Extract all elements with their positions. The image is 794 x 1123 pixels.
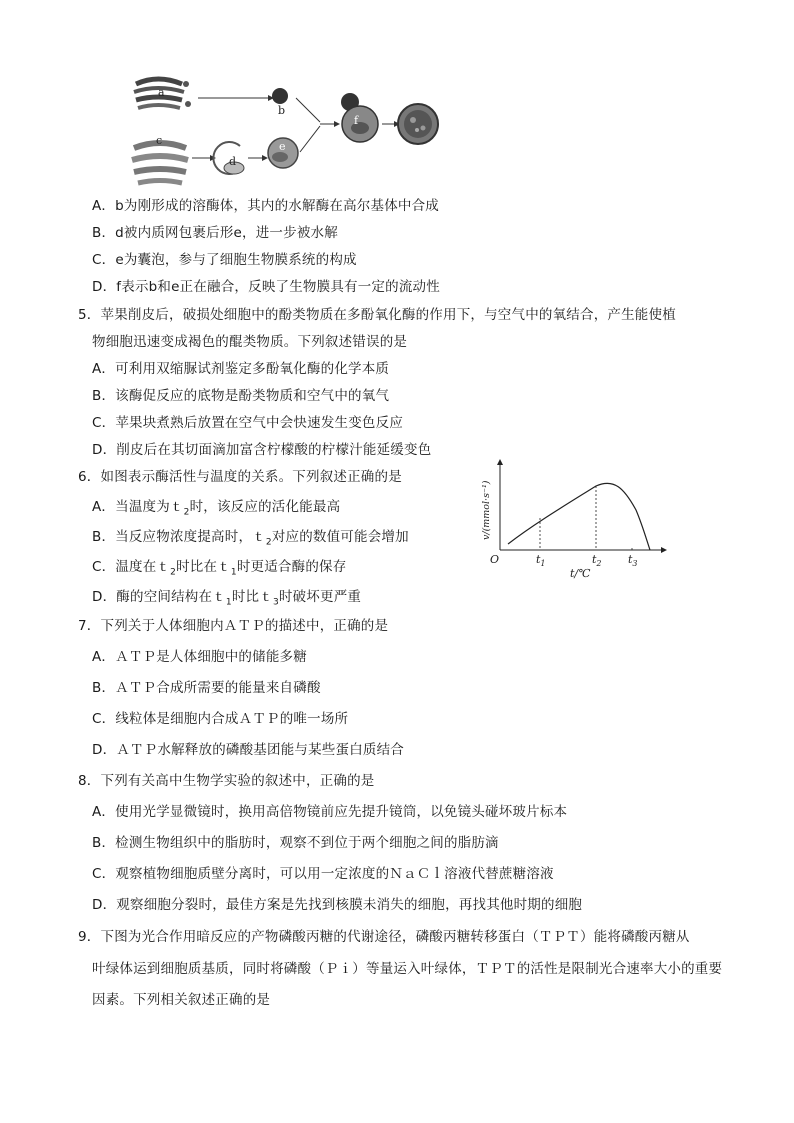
q4-option-a: A．b为刚形成的溶酶体，其内的水解酶在高尔基体中合成 [92,198,440,214]
q6-c-sub2: 1 [230,567,237,578]
q6-a-part2: 时，该反应的活化能最高 [189,499,341,515]
q6-d-sub2: 3 [272,597,279,608]
q5-option-b: B．该酶促反应的底物是酚类物质和空气中的氧气 [92,388,390,404]
q9-stem-line1: 9．下图为光合作用暗反应的产物磷酸丙糖的代谢途径，磷酸丙糖转移蛋白（ＴＰＴ）能将磷酸丙糖从 [78,929,690,945]
enzyme-temperature-chart [474,452,674,584]
q6-c-sub1: 2 [170,567,177,578]
q7-option-d: D．ＡＴＰ水解释放的磷酸基团能与某些蛋白质结合 [92,742,404,758]
q6-d-sub1: 1 [225,597,232,608]
q8-stem: 8．下列有关高中生物学实验的叙述中，正确的是 [78,773,375,789]
q8-option-a: A．使用光学显微镜时，换用高倍物镜前应先提升镜筒，以免镜头碰坏玻片标本 [92,804,568,820]
q9-stem-line2: 叶绿体运到细胞质基质，同时将磷酸（Ｐｉ）等量运入叶绿体，ＴＰＴ的活性是限制光合速率大小的重要 [92,961,723,977]
q5-option-a: A．可利用双缩脲试剂鉴定多酚氧化酶的化学本质 [92,361,390,377]
q5-stem-line1: 5．苹果削皮后，破损处细胞中的酚类物质在多酚氧化酶的作用下，与空气中的氧结合，产生能使植 [78,307,676,323]
q8-option-b: B．检测生物组织中的脂肪时，观察不到位于两个细胞之间的脂肪滴 [92,835,499,851]
autophagy-figure [128,70,440,190]
q9-stem-line3: 因素。下列相关叙述正确的是 [92,992,271,1008]
q6-a-sub: 2 [183,507,190,518]
q6-a-part1: A．当温度为ｔ [92,499,184,515]
label-d: d [229,155,237,168]
q7-option-a: A．ＡＴＰ是人体细胞中的储能多糖 [92,649,307,665]
q6-d-part2: 时比ｔ [231,589,273,605]
q6-b-part2: 对应的数值可能会增加 [271,529,409,545]
q4-option-d: D．f表示b和e正在融合，反映了生物膜具有一定的流动性 [92,279,440,295]
q6-b-sub: 2 [265,537,272,548]
q6-d-part1: D．酶的空间结构在ｔ [92,589,226,605]
q5-option-d: D．削皮后在其切面滴加富含柠檬酸的柠檬汁能延缓变色 [92,442,432,458]
q6-c-part1: C．温度在ｔ [92,559,171,575]
q6-c-part3: 时更适合酶的保存 [236,559,347,575]
q6-option-b [92,528,409,552]
lysosome-b [272,88,288,104]
q6-option-c [92,558,346,582]
q7-stem: 7．下列关于人体细胞内ＡＴＰ的描述中，正确的是 [78,618,389,634]
q4-option-c: C．e为囊泡，参与了细胞生物膜系统的构成 [92,252,357,268]
q6-option-d [92,588,361,612]
label-b: b [278,104,286,117]
label-e: e [279,140,286,153]
er-stack-c [132,143,188,183]
x-tick-label-t3: $t_3$ [628,553,638,568]
x-tick-label-t2: $t_2$ [592,553,602,568]
q8-option-d: D．观察细胞分裂时，最佳方案是先找到核膜未消失的细胞，再找其他时期的细胞 [92,897,583,913]
q6-b-part1: B．当反应物浓度提高时，ｔ [92,529,266,545]
q8-option-c: C．观察植物细胞质壁分离时，可以用一定浓度的ＮａＣｌ溶液代替蔗糖溶液 [92,866,554,882]
q5-stem-line2: 物细胞迅速变成褐色的醌类物质。下列叙述错误的是 [92,334,408,350]
q6-option-a [92,498,340,522]
label-f: f [354,114,359,127]
x-tick-label-t1: $t_1$ [536,553,546,568]
q7-option-c: C．线粒体是细胞内合成ＡＴＰ的唯一场所 [92,711,349,727]
y-axis-label: v/(mmol·s⁻¹) [481,480,492,540]
origin-label: O [490,553,500,566]
label-a: a [158,86,165,99]
activity-curve [508,483,650,550]
q7-option-b: B．ＡＴＰ合成所需要的能量来自磷酸 [92,680,321,696]
q6-stem: 6．如图表示酶活性与温度的关系。下列叙述正确的是 [78,469,402,485]
x-axis-label: t/℃ [570,567,591,580]
q5-option-c: C．苹果块煮熟后放置在空气中会快速发生变色反应 [92,415,404,431]
label-c: c [156,134,163,147]
q6-d-part3: 时破坏更严重 [278,589,362,605]
q6-c-part2: 时比在ｔ [176,559,231,575]
q4-option-b: B．d被内质网包裹后形e，进一步被水解 [92,225,338,241]
